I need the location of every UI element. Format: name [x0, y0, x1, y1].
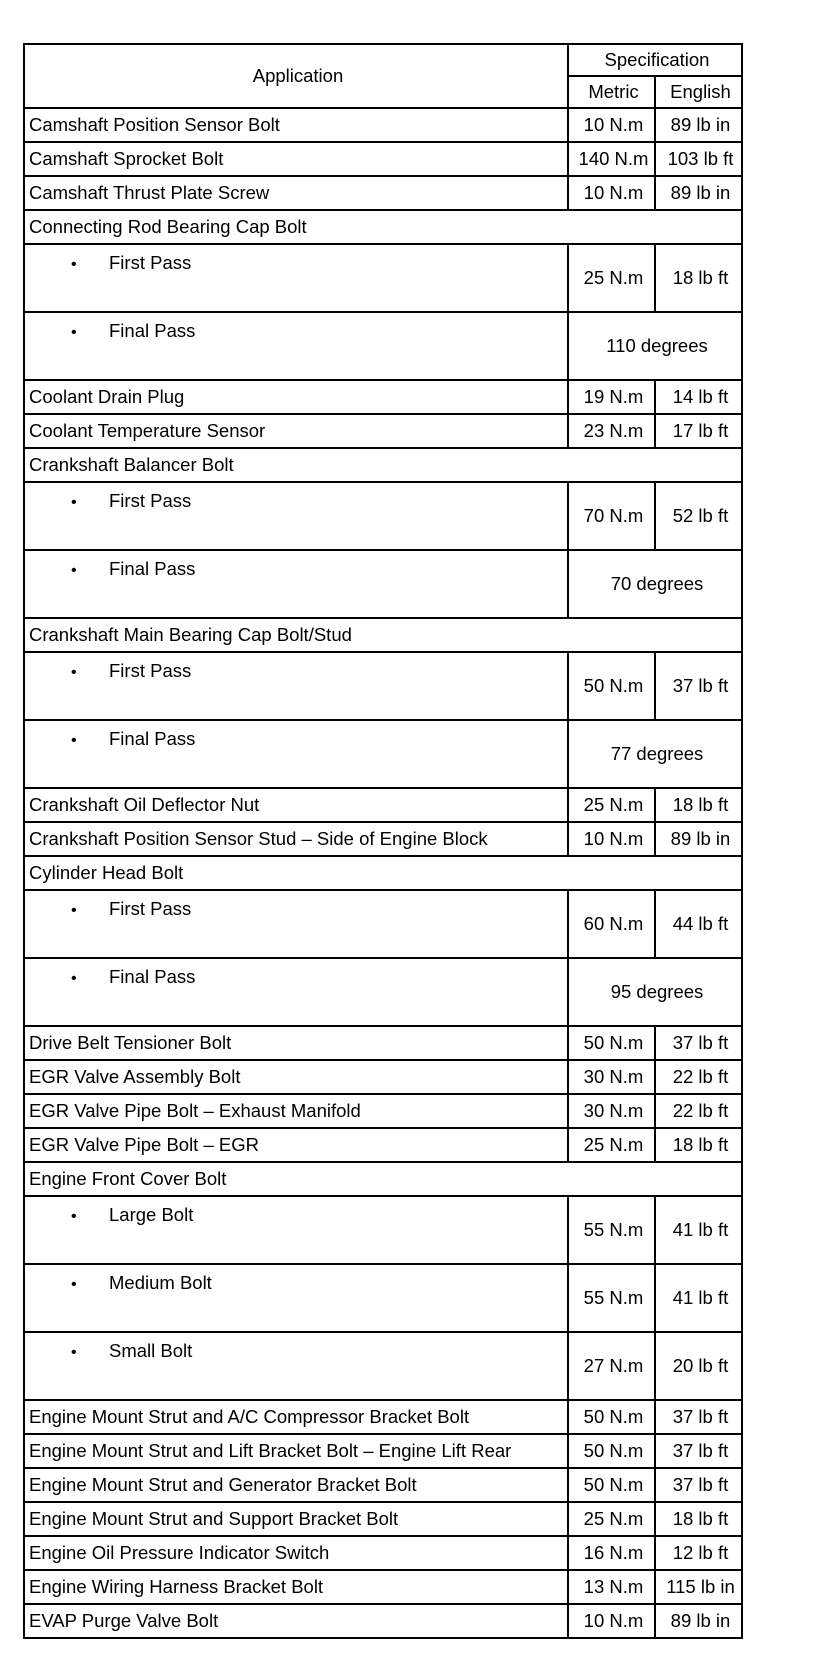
- table-row: [24, 244, 742, 312]
- torque-spec-table: [23, 43, 743, 1639]
- table-row: [24, 1196, 742, 1264]
- sub-step-label: Small Bolt: [109, 1340, 193, 1361]
- sub-step-cell: [24, 890, 568, 958]
- table-row: [24, 1468, 742, 1502]
- english-cell: 52 lb ft: [655, 482, 742, 550]
- application-cell: EGR Valve Assembly Bolt: [24, 1060, 568, 1094]
- sub-step-label: First Pass: [109, 660, 192, 681]
- sub-step-cell: [24, 312, 568, 380]
- application-cell: Crankshaft Oil Deflector Nut: [24, 788, 568, 822]
- sub-step-cell: [24, 1264, 568, 1332]
- english-cell: 18 lb ft: [655, 244, 742, 312]
- bullet-icon: •: [71, 664, 77, 681]
- metric-cell: 10 N.m: [568, 176, 655, 210]
- sub-step-label: First Pass: [109, 898, 192, 919]
- application-cell: Engine Mount Strut and A/C Compressor Bracket Bolt: [24, 1400, 568, 1434]
- angle-spec-cell: 110 degrees: [568, 312, 742, 380]
- sub-step-cell: [24, 720, 568, 788]
- table-row: [24, 890, 742, 958]
- table-row: [24, 142, 742, 176]
- metric-cell: 55 N.m: [568, 1196, 655, 1264]
- english-cell: 89 lb in: [655, 108, 742, 142]
- metric-cell: 50 N.m: [568, 1434, 655, 1468]
- table-row: [24, 958, 742, 1026]
- application-cell: Drive Belt Tensioner Bolt: [24, 1026, 568, 1060]
- metric-cell: 140 N.m: [568, 142, 655, 176]
- application-cell: EVAP Purge Valve Bolt: [24, 1604, 568, 1638]
- english-cell: 37 lb ft: [655, 1434, 742, 1468]
- sub-step-cell: [24, 1332, 568, 1400]
- section-heading-cell: Cylinder Head Bolt: [24, 856, 742, 890]
- table-row: [24, 1434, 742, 1468]
- bullet-icon: •: [71, 1276, 77, 1293]
- table-body: [24, 108, 742, 1638]
- english-cell: 37 lb ft: [655, 1400, 742, 1434]
- english-cell: 41 lb ft: [655, 1264, 742, 1332]
- sub-step-cell: [24, 550, 568, 618]
- application-cell: Engine Mount Strut and Lift Bracket Bolt – Engine Lift Rear: [24, 1434, 568, 1468]
- table-row: [24, 1026, 742, 1060]
- application-cell: Engine Wiring Harness Bracket Bolt: [24, 1570, 568, 1604]
- english-cell: 18 lb ft: [655, 788, 742, 822]
- table-row: [24, 210, 742, 244]
- table-row: [24, 448, 742, 482]
- english-cell: 17 lb ft: [655, 414, 742, 448]
- table-row: [24, 822, 742, 856]
- bullet-icon: •: [71, 256, 77, 273]
- section-heading-cell: Crankshaft Balancer Bolt: [24, 448, 742, 482]
- table-row: [24, 1128, 742, 1162]
- table-row: [24, 380, 742, 414]
- metric-cell: 60 N.m: [568, 890, 655, 958]
- metric-cell: 30 N.m: [568, 1060, 655, 1094]
- english-cell: 115 lb in: [655, 1570, 742, 1604]
- table-row: [24, 1502, 742, 1536]
- table-row: [24, 1060, 742, 1094]
- english-cell: 20 lb ft: [655, 1332, 742, 1400]
- sub-step-cell: [24, 1196, 568, 1264]
- english-cell: 37 lb ft: [655, 652, 742, 720]
- sub-step-label: Final Pass: [109, 728, 196, 749]
- angle-spec-cell: 70 degrees: [568, 550, 742, 618]
- bullet-icon: •: [71, 324, 77, 341]
- angle-spec-cell: 95 degrees: [568, 958, 742, 1026]
- metric-cell: 10 N.m: [568, 822, 655, 856]
- sub-step-label: Final Pass: [109, 966, 196, 987]
- application-cell: Engine Oil Pressure Indicator Switch: [24, 1536, 568, 1570]
- table-row: [24, 1400, 742, 1434]
- application-cell: Camshaft Position Sensor Bolt: [24, 108, 568, 142]
- english-cell: 89 lb in: [655, 176, 742, 210]
- application-cell: EGR Valve Pipe Bolt – Exhaust Manifold: [24, 1094, 568, 1128]
- sub-step-label: Medium Bolt: [109, 1272, 212, 1293]
- english-cell: 18 lb ft: [655, 1128, 742, 1162]
- bullet-icon: •: [71, 494, 77, 511]
- bullet-icon: •: [71, 902, 77, 919]
- english-cell: 37 lb ft: [655, 1468, 742, 1502]
- application-cell: EGR Valve Pipe Bolt – EGR: [24, 1128, 568, 1162]
- english-cell: 89 lb in: [655, 1604, 742, 1638]
- application-cell: Camshaft Thrust Plate Screw: [24, 176, 568, 210]
- table-row: [24, 788, 742, 822]
- table-row: [24, 414, 742, 448]
- application-cell: Crankshaft Position Sensor Stud – Side of Engine Block: [24, 822, 568, 856]
- sub-step-label: Final Pass: [109, 320, 196, 341]
- application-cell: Engine Mount Strut and Generator Bracket Bolt: [24, 1468, 568, 1502]
- table-row: [24, 1162, 742, 1196]
- sub-step-cell: [24, 244, 568, 312]
- english-cell: 14 lb ft: [655, 380, 742, 414]
- angle-spec-cell: 77 degrees: [568, 720, 742, 788]
- table-row: [24, 482, 742, 550]
- bullet-icon: •: [71, 1208, 77, 1225]
- sub-step-label: Large Bolt: [109, 1204, 194, 1225]
- table-row: [24, 1536, 742, 1570]
- section-heading-cell: Connecting Rod Bearing Cap Bolt: [24, 210, 742, 244]
- table-row: [24, 1332, 742, 1400]
- table-row: [24, 720, 742, 788]
- english-cell: 12 lb ft: [655, 1536, 742, 1570]
- table-row: [24, 176, 742, 210]
- metric-cell: 55 N.m: [568, 1264, 655, 1332]
- section-heading-cell: Crankshaft Main Bearing Cap Bolt/Stud: [24, 618, 742, 652]
- table-row: [24, 1604, 742, 1638]
- metric-cell: 25 N.m: [568, 1502, 655, 1536]
- metric-cell: 50 N.m: [568, 1468, 655, 1502]
- english-cell: 89 lb in: [655, 822, 742, 856]
- header-specification: Specification: [568, 44, 742, 76]
- bullet-icon: •: [71, 970, 77, 987]
- application-cell: Coolant Temperature Sensor: [24, 414, 568, 448]
- metric-cell: 50 N.m: [568, 1400, 655, 1434]
- metric-cell: 50 N.m: [568, 1026, 655, 1060]
- english-cell: 22 lb ft: [655, 1094, 742, 1128]
- header-application: Application: [24, 44, 568, 108]
- metric-cell: 16 N.m: [568, 1536, 655, 1570]
- section-heading-cell: Engine Front Cover Bolt: [24, 1162, 742, 1196]
- table-row: [24, 1094, 742, 1128]
- english-cell: 22 lb ft: [655, 1060, 742, 1094]
- metric-cell: 25 N.m: [568, 244, 655, 312]
- metric-cell: 10 N.m: [568, 108, 655, 142]
- metric-cell: 27 N.m: [568, 1332, 655, 1400]
- application-cell: Camshaft Sprocket Bolt: [24, 142, 568, 176]
- bullet-icon: •: [71, 1344, 77, 1361]
- metric-cell: 10 N.m: [568, 1604, 655, 1638]
- sub-step-label: Final Pass: [109, 558, 196, 579]
- table-row: [24, 856, 742, 890]
- metric-cell: 25 N.m: [568, 1128, 655, 1162]
- english-cell: 103 lb ft: [655, 142, 742, 176]
- metric-cell: 70 N.m: [568, 482, 655, 550]
- sub-step-cell: [24, 482, 568, 550]
- english-cell: 41 lb ft: [655, 1196, 742, 1264]
- sub-step-cell: [24, 652, 568, 720]
- metric-cell: 13 N.m: [568, 1570, 655, 1604]
- metric-cell: 25 N.m: [568, 788, 655, 822]
- header-english: English: [655, 76, 742, 108]
- sub-step-label: First Pass: [109, 490, 192, 511]
- sub-step-label: First Pass: [109, 252, 192, 273]
- header-metric: Metric: [568, 76, 655, 108]
- application-cell: Engine Mount Strut and Support Bracket Bolt: [24, 1502, 568, 1536]
- table-row: [24, 618, 742, 652]
- metric-cell: 23 N.m: [568, 414, 655, 448]
- bullet-icon: •: [71, 732, 77, 749]
- english-cell: 44 lb ft: [655, 890, 742, 958]
- english-cell: 18 lb ft: [655, 1502, 742, 1536]
- table-row: [24, 550, 742, 618]
- table-row: [24, 1264, 742, 1332]
- metric-cell: 19 N.m: [568, 380, 655, 414]
- application-cell: Coolant Drain Plug: [24, 380, 568, 414]
- metric-cell: 30 N.m: [568, 1094, 655, 1128]
- sub-step-cell: [24, 958, 568, 1026]
- table-row: [24, 312, 742, 380]
- bullet-icon: •: [71, 562, 77, 579]
- metric-cell: 50 N.m: [568, 652, 655, 720]
- table-row: [24, 652, 742, 720]
- english-cell: 37 lb ft: [655, 1026, 742, 1060]
- table-row: [24, 1570, 742, 1604]
- table-row: [24, 108, 742, 142]
